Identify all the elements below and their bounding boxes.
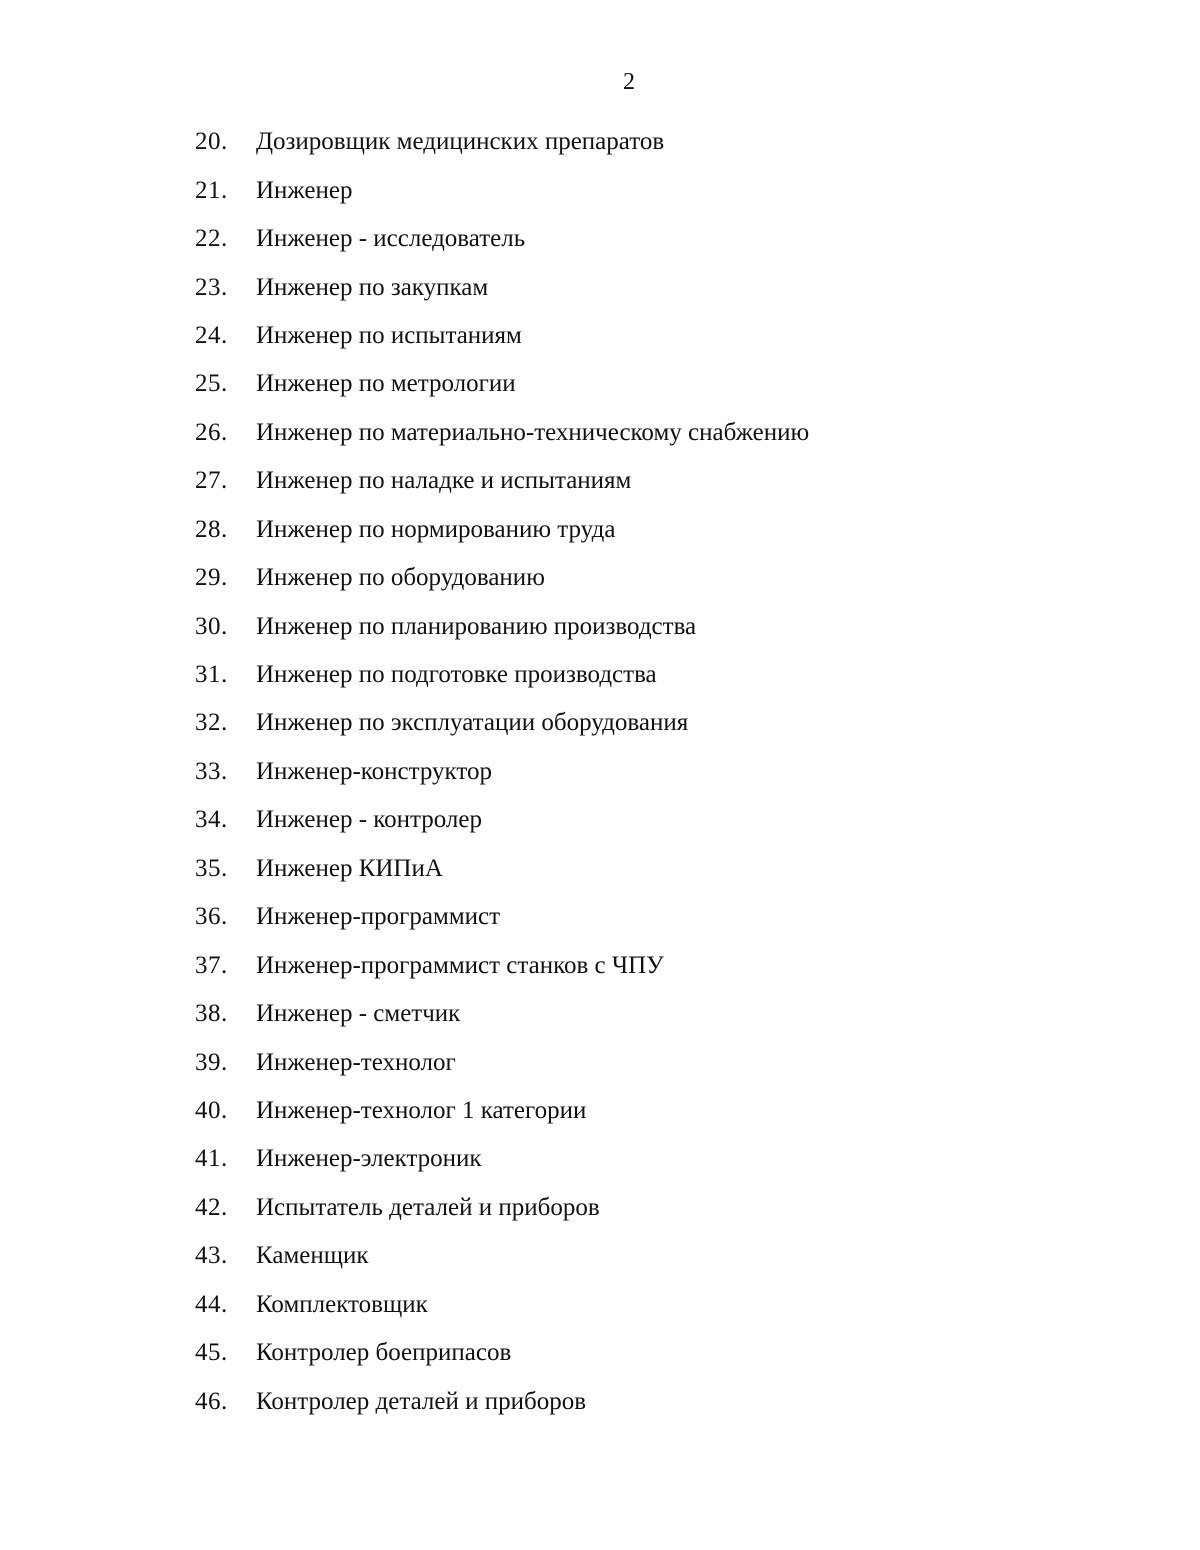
item-text: Инженер - контролер [256,806,483,834]
list-item [195,1377,809,1425]
list-item [195,941,809,989]
item-number: 26. [195,418,228,446]
item-text: Инженер - сметчик [256,1000,461,1028]
item-text: Инженер-технолог 1 категории [256,1096,587,1124]
item-number: 31. [195,661,228,689]
list-item [195,506,809,554]
item-text: Инженер по нормированию труда [256,515,616,543]
item-text: Инженер-программист [256,903,501,931]
item-text: Комплектовщик [256,1290,428,1318]
list-item [195,990,809,1038]
item-number: 36. [195,903,228,931]
list-item [195,796,809,844]
list-item [195,457,809,505]
list-item [195,360,809,408]
item-number: 33. [195,757,228,785]
item-number: 22. [195,225,228,253]
item-text: Инженер [256,176,353,204]
list-item [195,312,809,360]
list-item [195,1135,809,1183]
item-number: 39. [195,1048,228,1076]
item-number: 24. [195,321,228,349]
list-item [195,893,809,941]
item-text: Инженер по материально-техническому снабжению [256,418,810,446]
item-number: 30. [195,612,228,640]
item-text: Инженер по наладке и испытаниям [256,467,632,495]
list-item [195,1281,809,1329]
list-item [195,651,809,699]
item-number: 45. [195,1339,228,1367]
item-text: Инженер КИПиА [256,854,443,882]
item-number: 27. [195,467,228,495]
item-text: Инженер по испытаниям [256,321,522,349]
item-text: Контролер деталей и приборов [256,1387,587,1415]
list-item [195,409,809,457]
item-text: Инженер-программист станков с ЧПУ [256,951,664,979]
item-number: 41. [195,1145,228,1173]
item-text: Инженер по планированию производства [256,612,697,640]
item-number: 46. [195,1387,228,1415]
item-text: Дозировщик медицинских препаратов [256,128,665,156]
item-text: Каменщик [256,1242,369,1270]
list-item [195,699,809,747]
list-item [195,554,809,602]
item-number: 29. [195,564,228,592]
item-number: 32. [195,709,228,737]
item-number: 28. [195,515,228,543]
item-number: 21. [195,176,228,204]
item-number: 43. [195,1242,228,1270]
item-number: 25. [195,370,228,398]
item-number: 23. [195,273,228,301]
page-number: 2 [623,69,635,95]
item-number: 35. [195,854,228,882]
list-item [195,602,809,650]
list-item [195,748,809,796]
item-text: Инженер по закупкам [256,273,489,301]
item-text: Инженер по эксплуатации оборудования [256,709,689,737]
list-item [195,118,809,166]
item-number: 37. [195,951,228,979]
item-number: 44. [195,1290,228,1318]
list-item [195,845,809,893]
item-text: Инженер по подготовке производства [256,661,657,689]
item-number: 20. [195,128,228,156]
item-text: Инженер - исследователь [256,225,526,253]
item-text: Инженер по оборудованию [256,564,545,592]
item-text: Инженер по метрологии [256,370,516,398]
item-number: 34. [195,806,228,834]
item-number: 38. [195,1000,228,1028]
list-item [195,1087,809,1135]
item-text: Контролер боеприпасов [256,1339,512,1367]
list-item [195,166,809,214]
occupation-list [195,118,809,1426]
list-item [195,1329,809,1377]
list-item [195,1184,809,1232]
item-text: Испытатель деталей и приборов [256,1193,600,1221]
list-item [195,1038,809,1086]
item-number: 40. [195,1096,228,1124]
list-item [195,1232,809,1280]
item-text: Инженер-электроник [256,1145,482,1173]
item-text: Инженер-технолог [256,1048,456,1076]
item-text: Инженер-конструктор [256,757,492,785]
list-item [195,263,809,311]
list-item [195,215,809,263]
item-number: 42. [195,1193,228,1221]
